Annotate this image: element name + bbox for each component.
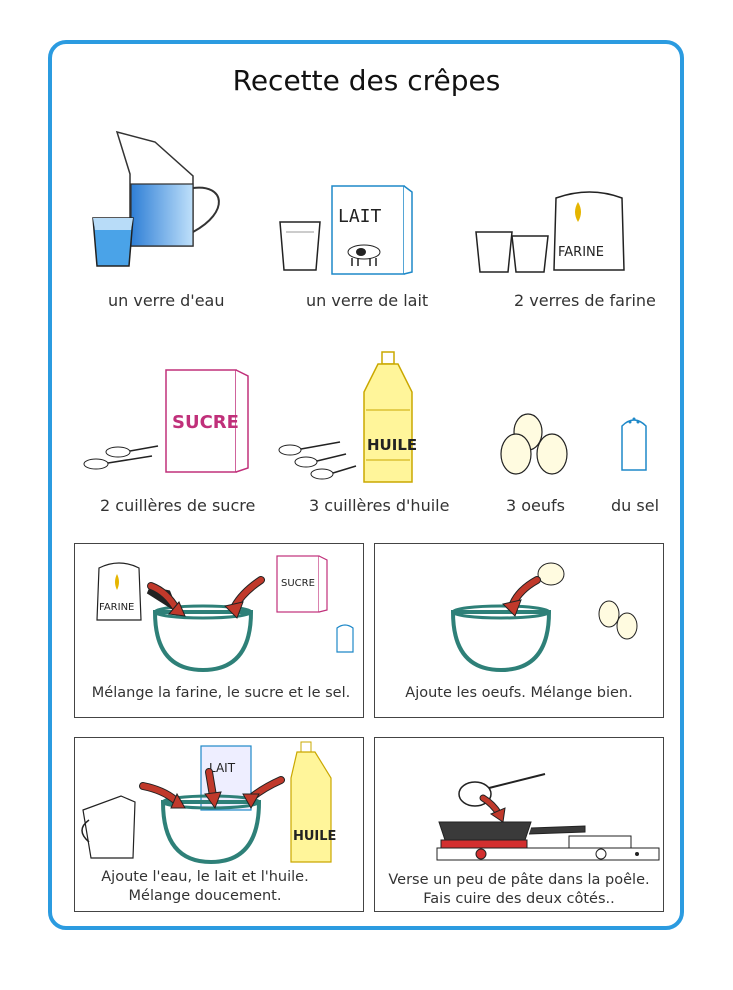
eggs-illustration [498, 412, 576, 478]
step-4-text-line2: Fais cuire des deux côtés.. [423, 891, 615, 907]
ingredient-label: 3 oeufs [506, 496, 566, 515]
huile-label: HUILE [367, 436, 418, 454]
ingredient-label: 3 cuillères d'huile [309, 496, 450, 515]
water-jug-illustration [85, 128, 235, 276]
step-3-text-line2: Mélange doucement. [128, 888, 282, 904]
step-3-panel [74, 737, 364, 912]
step-2-illustration [375, 544, 663, 684]
ingredient-label: un verre de lait [306, 291, 429, 310]
sucre-label: SUCRE [172, 412, 239, 433]
page-title: Recette des crêpes [232, 64, 501, 97]
step-2-text: Ajoute les oeufs. Mélange bien. [405, 685, 633, 701]
flour-sack-illustration [474, 186, 629, 276]
step-3-illustration [75, 738, 363, 872]
ingredient-label: 2 verres de farine [514, 291, 656, 310]
step-2-panel [374, 543, 664, 718]
svg-text:HUILE: HUILE [293, 829, 337, 844]
oil-bottle-illustration [276, 350, 416, 488]
step-4-panel [374, 737, 664, 912]
ingredient-label: 2 cuillères de sucre [100, 496, 256, 515]
step-1-text: Mélange la farine, le sucre et le sel. [91, 685, 351, 701]
step-1-panel [74, 543, 364, 718]
ingredient-label: du sel [611, 496, 660, 515]
step-4-text-line1: Verse un peu de pâte dans la poêle. [388, 872, 650, 888]
sugar-box-illustration [82, 368, 254, 476]
farine-label: FARINE [558, 245, 604, 260]
salt-shaker-illustration [618, 414, 650, 472]
svg-text:LAIT: LAIT [209, 761, 236, 775]
ingredient-label: un verre d'eau [108, 291, 225, 310]
svg-text:FARINE: FARINE [99, 602, 135, 613]
step-4-illustration [375, 738, 663, 872]
step-1-illustration [75, 544, 363, 684]
step-3-text-line1: Ajoute l'eau, le lait et l'huile. [101, 869, 309, 885]
svg-text:SUCRE: SUCRE [281, 578, 315, 589]
milk-carton-illustration [276, 180, 416, 276]
lait-label: LAIT [338, 206, 382, 227]
